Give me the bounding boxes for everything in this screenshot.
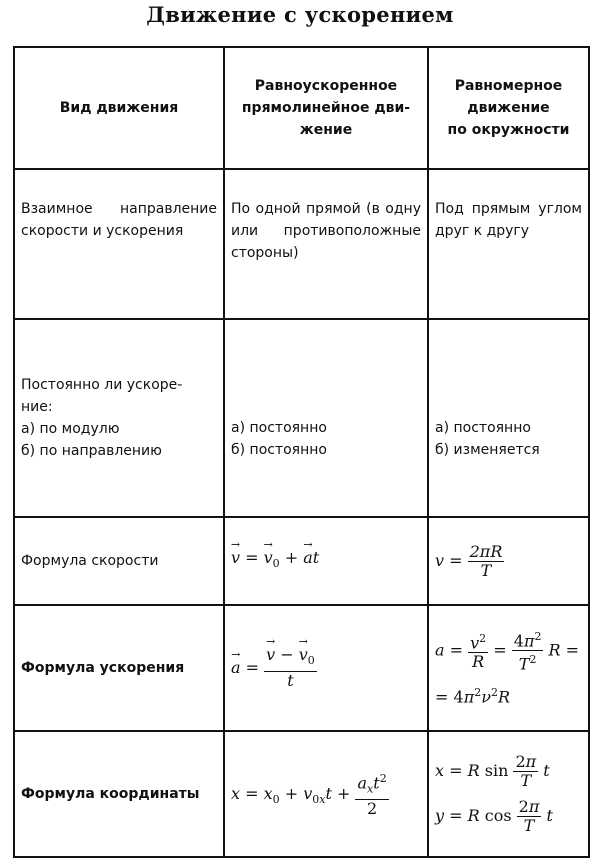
header-circular: Равномерное движение по окружности [428,47,589,169]
header-motion-type: Вид движения [14,47,224,169]
row-label-velocity: Формула скорости [14,517,224,605]
formula-velocity-circular: v = $\frac{2\pi R}{T}$ [428,517,589,605]
row-label-coordinate: Формула координаты [14,731,224,857]
table-header-row [14,47,589,169]
table-row [14,731,589,857]
cell-constant-linear: а) постоянно б) постоянно [224,319,428,517]
formula-coordinate-linear: $x = x_0 + v_{0x}t$ + $\frac{a_xt^2}{2}$ [224,731,428,857]
row-label-acceleration: Формула ускорения [14,605,224,731]
formula-acceleration-circular: a = $\frac{v^2}{R}$ = $\frac{4\pi^2}{T^2}$ R = = $4\pi^2\nu^2R$ [428,605,589,731]
table-row [14,319,589,517]
formula-coordinate-circular: x = R sin $\frac{2\pi}{T}$ t y = R cos $\frac{2\pi}{T}$ t [428,731,589,857]
cell-direction-linear: По одной прямой (в одну или противоположные стороны) [224,169,428,319]
table-row [14,517,589,605]
formula-velocity-linear: → v = → $v_0$ + → at [224,517,428,605]
cell-constant-circular: а) постоянно б) изменяется [428,319,589,517]
row-label-constant: Постоянно ли ускоре- ние: а) по модулю б) по направлению [14,319,224,517]
page-title: Движение с ускорением [146,2,454,27]
table-row [14,169,589,319]
header-uniform-accelerated: Равноускоренное прямолинейное дви- жение [224,47,428,169]
motion-table [13,46,590,858]
cell-direction-circular: Под прямым углом друг к другу [428,169,589,319]
formula-acceleration-linear: → a = → $\frac{v - \to v_0}{t}$ [224,605,428,731]
row-label-direction: Взаимное направление скорости и ускорения [14,169,224,319]
table-row [14,605,589,731]
